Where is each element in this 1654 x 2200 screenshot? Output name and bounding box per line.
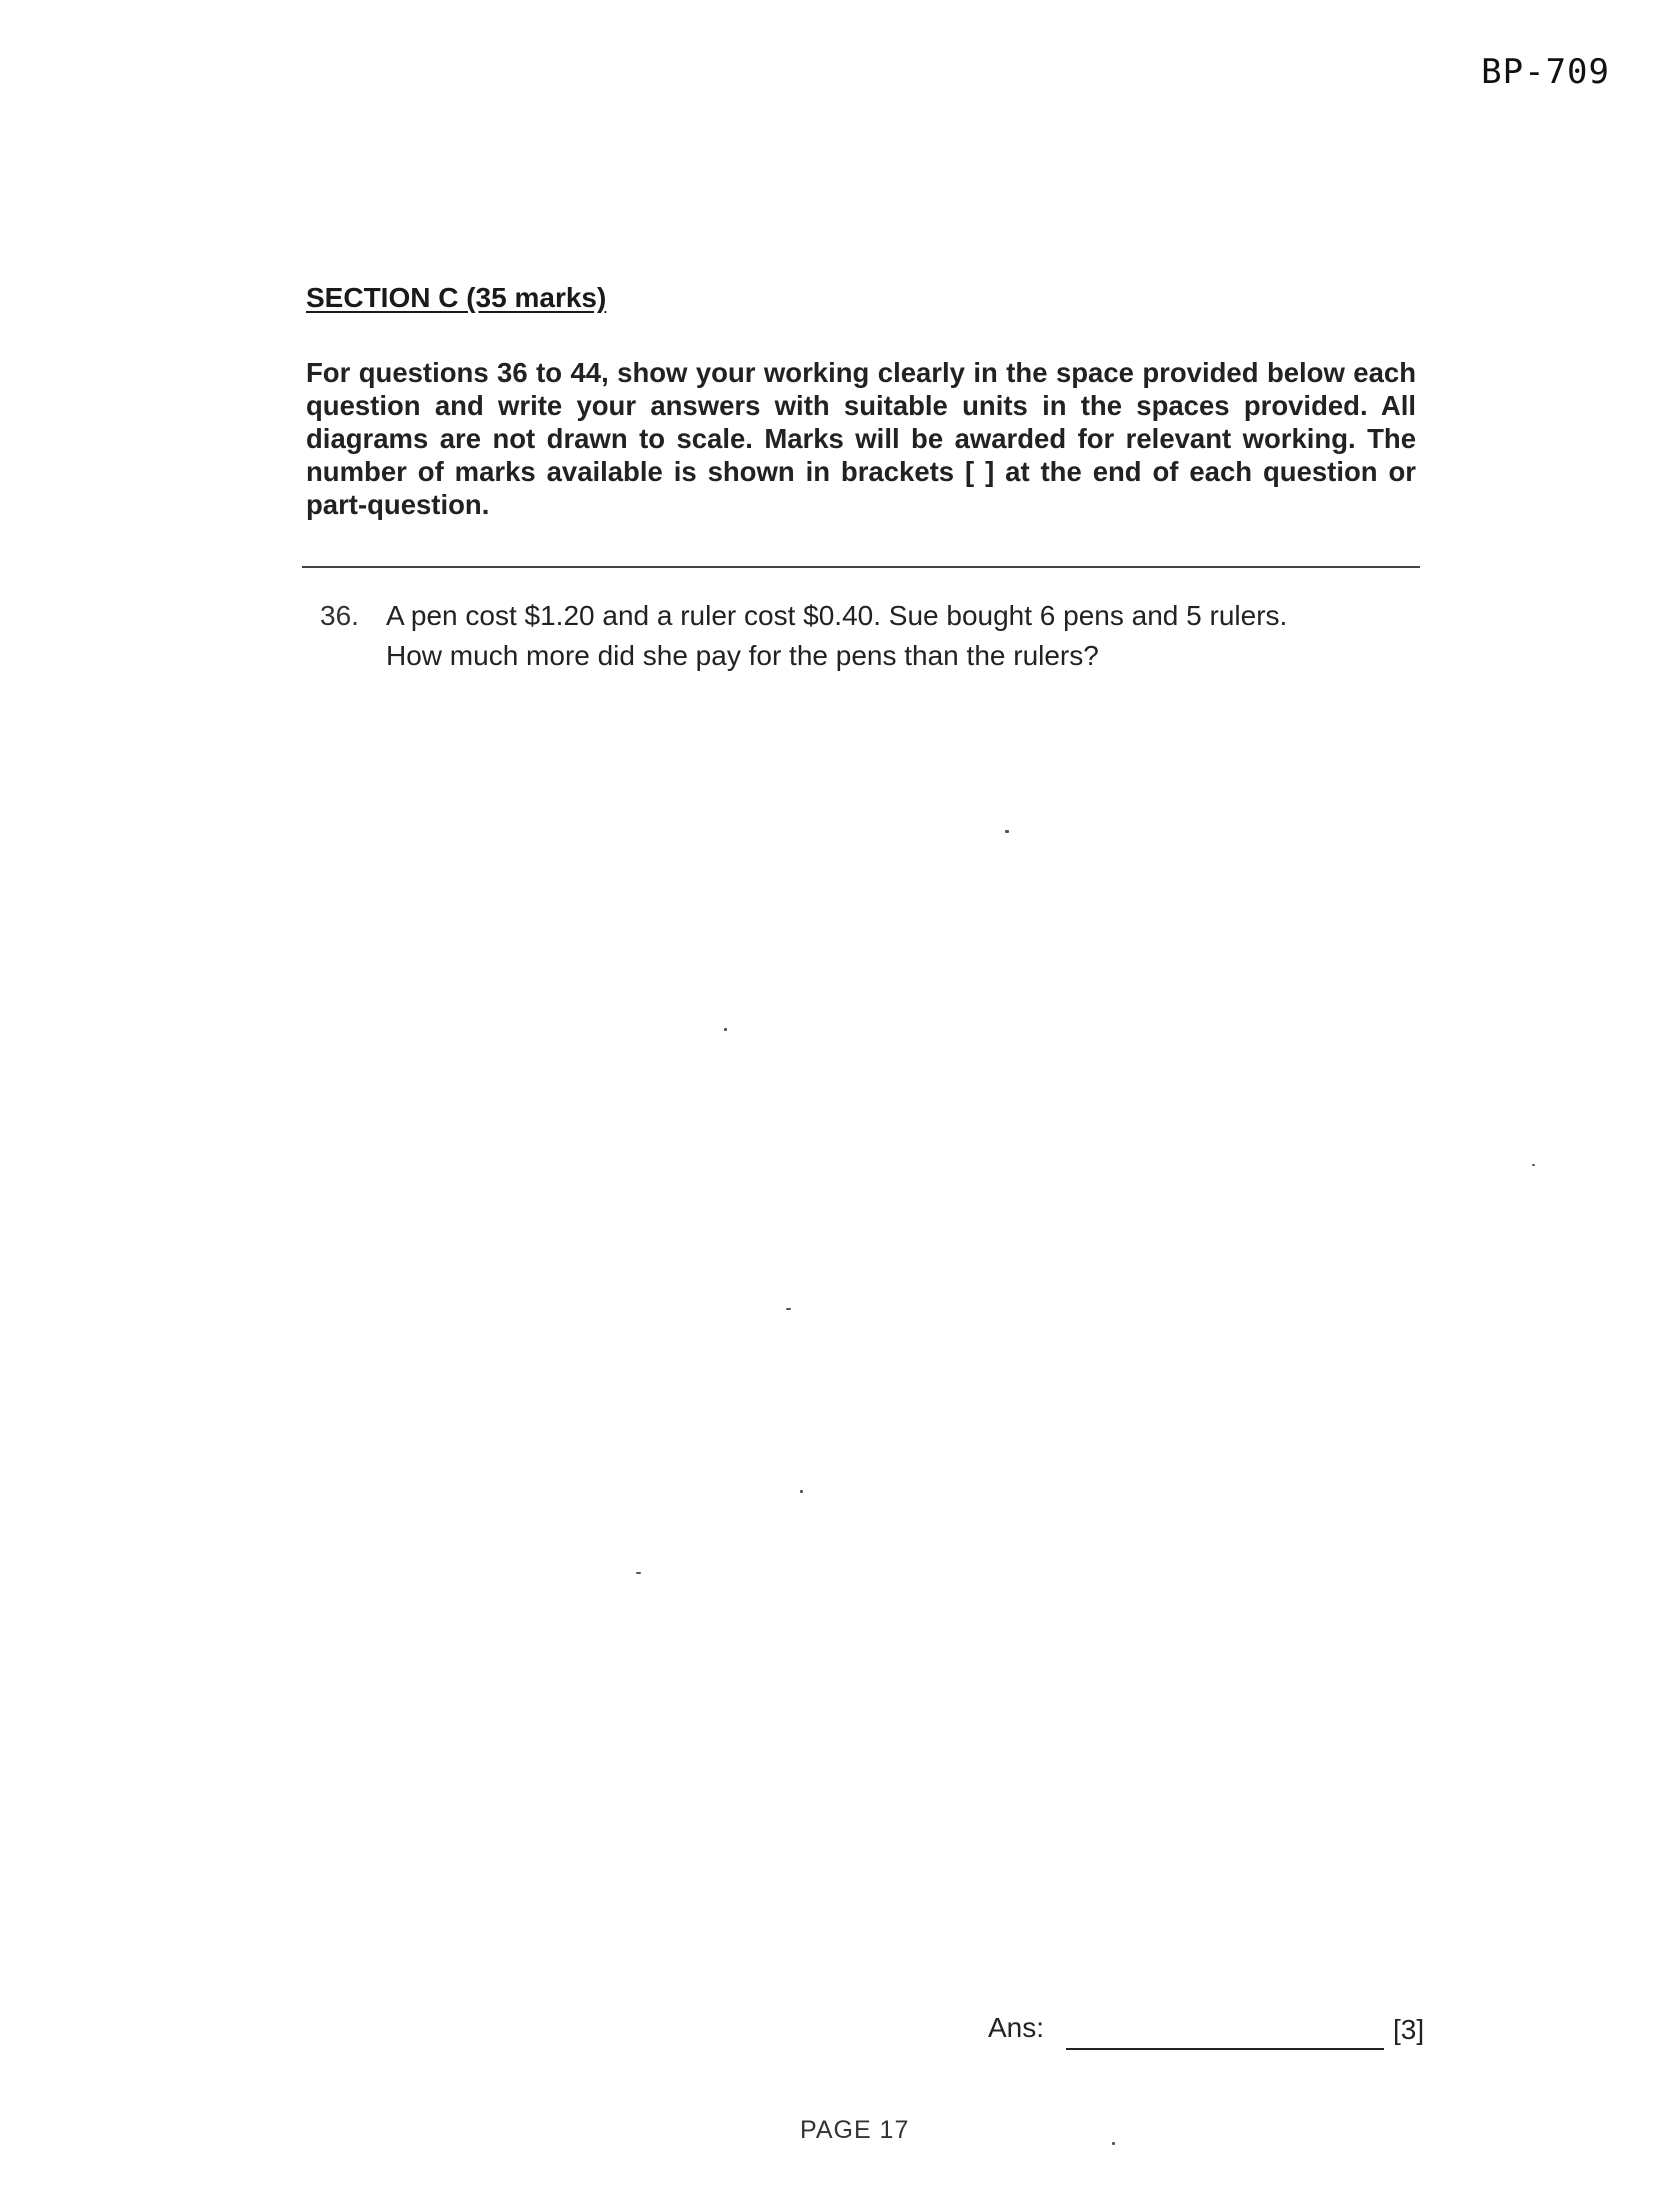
question-number: 36. — [320, 600, 359, 631]
scan-speck — [636, 1572, 641, 1574]
document-code: BP-709 — [1481, 52, 1610, 92]
marks-indicator: [3] — [1393, 2014, 1425, 2045]
scan-speck — [786, 1308, 791, 1310]
page-number: PAGE 17 — [800, 2116, 910, 2144]
scan-speck — [724, 1028, 727, 1031]
working-space[interactable] — [302, 700, 1420, 1990]
question-text-line-1: A pen cost $1.20 and a ruler cost $0.40. Sue bought 6 pens and 5 rulers. — [386, 600, 1288, 631]
divider-line — [302, 566, 1420, 568]
scan-speck — [1532, 1164, 1535, 1166]
question-text-line-2: How much more did she pay for the pens than the rulers? — [386, 640, 1099, 671]
answer-label: Ans: — [988, 2012, 1045, 2043]
section-title: SECTION C (35 marks) — [306, 282, 607, 313]
scan-speck — [1005, 830, 1009, 833]
section-instructions: For questions 36 to 44, show your working clearly in the space provided below each question and write your answers with suitable units in the spaces provided. All diagrams are not drawn to scale. Marks will be awarded for relevant working. The number of marks available is shown in brackets [ ] at the end of each question or part-question. — [306, 357, 1416, 520]
scan-speck — [1112, 2142, 1115, 2145]
scan-speck — [800, 1490, 803, 1493]
answer-blank[interactable] — [1066, 2048, 1384, 2050]
